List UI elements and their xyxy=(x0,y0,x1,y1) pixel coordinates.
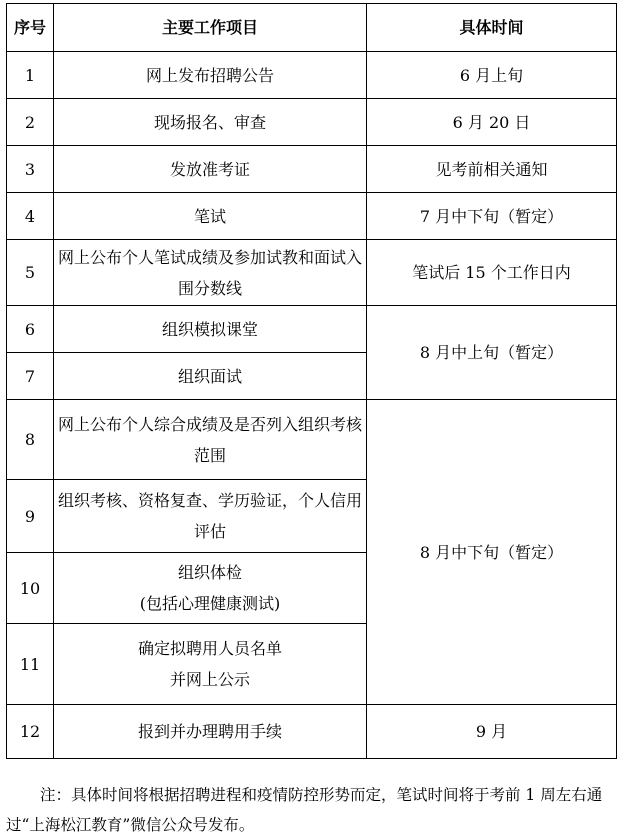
row-task: 网上发布招聘公告 xyxy=(54,52,367,99)
row-time: 6 月上旬 xyxy=(367,52,617,99)
footnote: 注：具体时间将根据招聘进程和疫情防控形势而定，笔试时间将于考前 1 周左右通过“上海松江教育”微信公众号发布。 xyxy=(6,785,603,834)
header-task: 主要工作项目 xyxy=(54,4,367,52)
row-number: 3 xyxy=(7,146,54,193)
row-number: 5 xyxy=(7,240,54,306)
row-task xyxy=(54,553,367,624)
row-task: 组织考核、资格复查、学历验证，个人信用评估 xyxy=(54,480,367,553)
row-task: 组织面试 xyxy=(54,353,367,400)
row-task: 发放准考证 xyxy=(54,146,367,193)
row-task: 报到并办理聘用手续 xyxy=(54,705,367,759)
row-number: 11 xyxy=(7,624,54,705)
row-time: 9 月 xyxy=(367,705,617,759)
row-time: 笔试后 15 个工作日内 xyxy=(367,240,617,306)
row-task: 网上公布个人笔试成绩及参加试教和面试入围分数线 xyxy=(54,240,367,306)
row-number: 7 xyxy=(7,353,54,400)
row-task: 现场报名、审查 xyxy=(54,99,367,146)
schedule-table xyxy=(6,3,617,759)
row-number: 6 xyxy=(7,306,54,353)
table-row xyxy=(7,99,617,146)
row-time: 7 月中下旬（暂定） xyxy=(367,193,617,240)
table-row xyxy=(7,306,617,353)
table-row xyxy=(7,146,617,193)
row-task: 笔试 xyxy=(54,193,367,240)
table-row xyxy=(7,52,617,99)
row-time: 8 月中上旬（暂定） xyxy=(367,306,617,400)
row-number: 4 xyxy=(7,193,54,240)
row-time: 8 月中下旬（暂定） xyxy=(367,400,617,705)
row-task-line: 确定拟聘用人员名单 xyxy=(137,639,282,658)
row-time: 6 月 20 日 xyxy=(367,99,617,146)
header-time: 具体时间 xyxy=(367,4,617,52)
table-row xyxy=(7,240,617,306)
row-number: 8 xyxy=(7,400,54,480)
row-task xyxy=(54,624,367,705)
row-number: 9 xyxy=(7,480,54,553)
row-number: 1 xyxy=(7,52,54,99)
table-row xyxy=(7,705,617,759)
row-number: 10 xyxy=(7,553,54,624)
row-number: 2 xyxy=(7,99,54,146)
table-row xyxy=(7,193,617,240)
row-number: 12 xyxy=(7,705,54,759)
table-header-row xyxy=(7,4,617,52)
row-task: 网上公布个人综合成绩及是否列入组织考核范围 xyxy=(54,400,367,480)
row-time: 见考前相关通知 xyxy=(367,146,617,193)
header-number: 序号 xyxy=(7,4,54,52)
row-task-line: 组织体检 xyxy=(177,563,242,582)
row-task: 组织模拟课堂 xyxy=(54,306,367,353)
row-task-line: 并网上公示 xyxy=(169,670,250,689)
table-row xyxy=(7,400,617,480)
row-task-line: (包括心理健康测试) xyxy=(139,594,281,613)
